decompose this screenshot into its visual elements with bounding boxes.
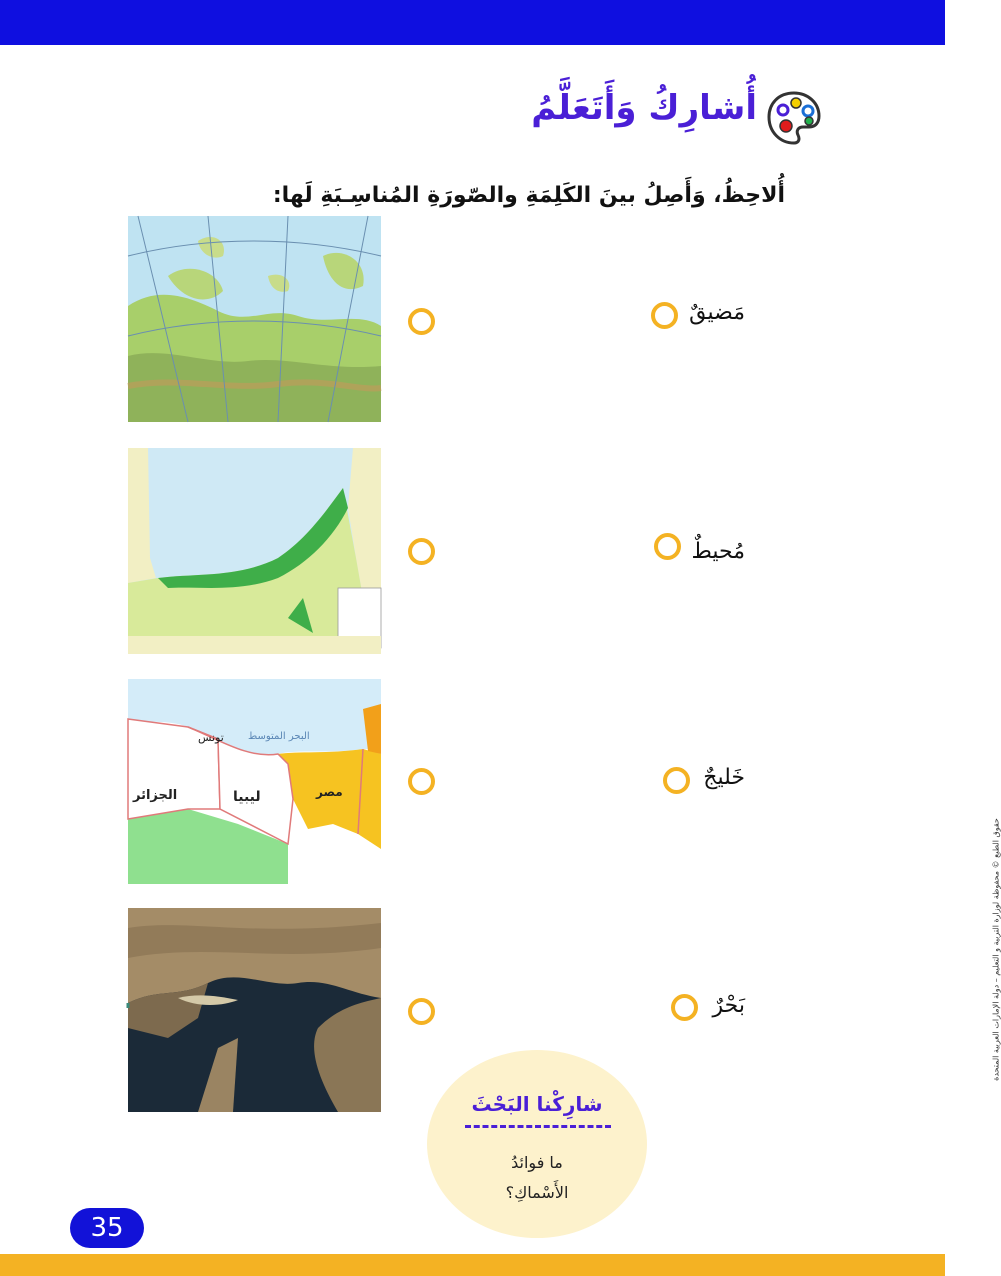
map-label-libya: ليبيا <box>233 789 261 805</box>
connector-ring-image-2[interactable] <box>408 538 435 565</box>
section-title: أُشارِكُ وَأَتَعَلَّمُ <box>531 88 757 128</box>
word-sea: بَحْرٌ <box>712 993 745 1018</box>
connector-ring-image-4[interactable] <box>408 998 435 1025</box>
connector-ring-word-4[interactable] <box>671 994 698 1021</box>
map-label-algeria: الجزائر <box>133 788 178 803</box>
map-label-egypt: مصر <box>316 785 343 799</box>
word-strait: مَضيقٌ <box>689 300 745 325</box>
instruction-text: أُلاحِظُ، وَأَصِلُ بينَ الكَلِمَةِ والصّورَةِ المُناسِـبَةِ لَها: <box>272 183 785 208</box>
connector-ring-word-1[interactable] <box>651 302 678 329</box>
map-label-mediterranean: البحر المتوسط <box>248 731 310 742</box>
word-gulf: خَليجٌ <box>703 765 745 790</box>
connector-ring-word-3[interactable] <box>663 767 690 794</box>
copyright-notice: حقوق الطبع © محفوظة لوزارة التربية و التعليم – دولة الإمارات العربية المتحدة <box>991 818 1001 1081</box>
page-number: 35 <box>70 1208 144 1248</box>
research-title-underline <box>465 1125 611 1128</box>
research-question-line-1: ما فوائدُ <box>511 1153 563 1172</box>
map-label-tunis: تونس <box>198 731 224 744</box>
bottom-band <box>0 1254 945 1276</box>
top-band <box>0 0 945 45</box>
arctic-ocean-map-image <box>128 216 381 422</box>
connector-ring-image-3[interactable] <box>408 768 435 795</box>
strait-of-hormuz-satellite-image <box>128 908 381 1112</box>
word-ocean: مُحيطٌ <box>691 539 745 564</box>
research-question-line-2: الأَسْماكِ؟ <box>505 1183 569 1202</box>
connector-ring-word-2[interactable] <box>654 533 681 560</box>
mediterranean-sea-map-image <box>128 679 381 884</box>
palette-icon <box>766 90 822 146</box>
connector-ring-image-1[interactable] <box>408 308 435 335</box>
research-box <box>427 1050 647 1238</box>
research-title: شارِكْنا البَحْثَ <box>471 1092 603 1116</box>
arabian-gulf-uae-map-image <box>128 448 381 654</box>
